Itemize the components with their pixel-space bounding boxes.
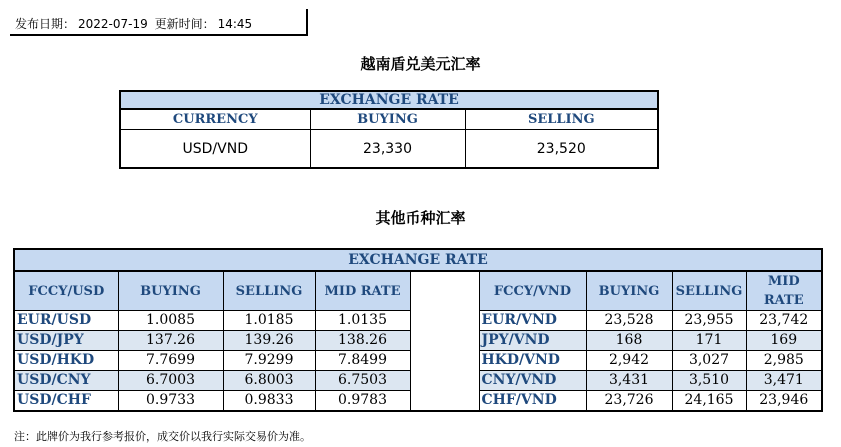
pair-cell: USD/JPY bbox=[14, 331, 118, 351]
spacer-cell bbox=[410, 351, 479, 371]
update-time-value: 14:45 bbox=[217, 17, 253, 31]
buy-cell: 0.9733 bbox=[118, 391, 223, 412]
col-mid-left: MID RATE bbox=[315, 271, 410, 311]
mid-cell: 6.7503 bbox=[315, 371, 410, 391]
vnd-usd-table bbox=[119, 90, 659, 169]
pair-cell: USD/CHF bbox=[14, 391, 118, 412]
col-buying-right: BUYING bbox=[586, 271, 672, 311]
buy-cell: 1.0085 bbox=[118, 311, 223, 331]
pair-cell: CNY/VND bbox=[479, 371, 586, 391]
mid-cell: 23,742 bbox=[746, 311, 822, 331]
table-row bbox=[14, 351, 822, 371]
table-row bbox=[14, 371, 822, 391]
other-currency-title: 其他币种汇率 bbox=[375, 209, 466, 227]
sell-cell: 23,955 bbox=[672, 311, 746, 331]
buy-cell: 6.7003 bbox=[118, 371, 223, 391]
pair-cell: USD/HKD bbox=[14, 351, 118, 371]
buy-cell: 3,431 bbox=[586, 371, 672, 391]
mid-cell: 2,985 bbox=[746, 351, 822, 371]
table-row bbox=[14, 311, 822, 331]
pair-cell: EUR/VND bbox=[479, 311, 586, 331]
pair-cell: USD/CNY bbox=[14, 371, 118, 391]
pair-cell: EUR/USD bbox=[14, 311, 118, 331]
spacer-cell bbox=[410, 371, 479, 391]
mid-cell: 138.26 bbox=[315, 331, 410, 351]
update-time-label: 更新时间： bbox=[154, 17, 215, 31]
mid-cell: 169 bbox=[746, 331, 822, 351]
sell-cell: 3,027 bbox=[672, 351, 746, 371]
selling-cell: 23,520 bbox=[465, 130, 658, 169]
mid-cell: 1.0135 bbox=[315, 311, 410, 331]
col-selling-right: SELLING bbox=[672, 271, 746, 311]
pair-cell: JPY/VND bbox=[479, 331, 586, 351]
sell-cell: 0.9833 bbox=[223, 391, 315, 412]
col-currency: CURRENCY bbox=[120, 109, 310, 130]
sell-cell: 1.0185 bbox=[223, 311, 315, 331]
col-selling-left: SELLING bbox=[223, 271, 315, 311]
spacer-cell bbox=[410, 271, 479, 311]
exchange-rate-header-2: EXCHANGE RATE bbox=[14, 249, 822, 271]
sell-cell: 171 bbox=[672, 331, 746, 351]
col-mid-right: MID RATE bbox=[746, 271, 822, 311]
spacer-cell bbox=[410, 331, 479, 351]
disclaimer-note: 注：此牌价为我行参考报价，成交价以我行实际交易价为准。 bbox=[14, 430, 311, 443]
pair-cell: HKD/VND bbox=[479, 351, 586, 371]
currency-cell: USD/VND bbox=[120, 130, 310, 169]
publish-date-value: 2022-07-19 bbox=[78, 17, 148, 31]
buy-cell: 23,528 bbox=[586, 311, 672, 331]
spacer-cell bbox=[410, 391, 479, 412]
pair-cell: CHF/VND bbox=[479, 391, 586, 412]
buy-cell: 168 bbox=[586, 331, 672, 351]
buy-cell: 2,942 bbox=[586, 351, 672, 371]
vnd-usd-title: 越南盾兑美元汇率 bbox=[360, 55, 481, 73]
spacer-cell bbox=[410, 311, 479, 331]
mid-cell: 3,471 bbox=[746, 371, 822, 391]
sell-cell: 6.8003 bbox=[223, 371, 315, 391]
publish-info bbox=[10, 9, 308, 36]
sell-cell: 7.9299 bbox=[223, 351, 315, 371]
buying-cell: 23,330 bbox=[310, 130, 465, 169]
sell-cell: 139.26 bbox=[223, 331, 315, 351]
col-buying-left: BUYING bbox=[118, 271, 223, 311]
mid-cell: 23,946 bbox=[746, 391, 822, 412]
mid-cell: 0.9783 bbox=[315, 391, 410, 412]
sell-cell: 24,165 bbox=[672, 391, 746, 412]
buy-cell: 7.7699 bbox=[118, 351, 223, 371]
col-fccy-vnd: FCCY/VND bbox=[479, 271, 586, 311]
table-row bbox=[120, 130, 658, 169]
col-fccy-usd: FCCY/USD bbox=[14, 271, 118, 311]
mid-cell: 7.8499 bbox=[315, 351, 410, 371]
sell-cell: 3,510 bbox=[672, 371, 746, 391]
publish-date-label: 发布日期： bbox=[15, 17, 76, 31]
table-row bbox=[14, 391, 822, 412]
exchange-rate-header: EXCHANGE RATE bbox=[120, 91, 658, 109]
other-currency-table bbox=[13, 248, 823, 412]
col-selling: SELLING bbox=[465, 109, 658, 130]
buy-cell: 23,726 bbox=[586, 391, 672, 412]
table-row bbox=[14, 331, 822, 351]
buy-cell: 137.26 bbox=[118, 331, 223, 351]
col-buying: BUYING bbox=[310, 109, 465, 130]
